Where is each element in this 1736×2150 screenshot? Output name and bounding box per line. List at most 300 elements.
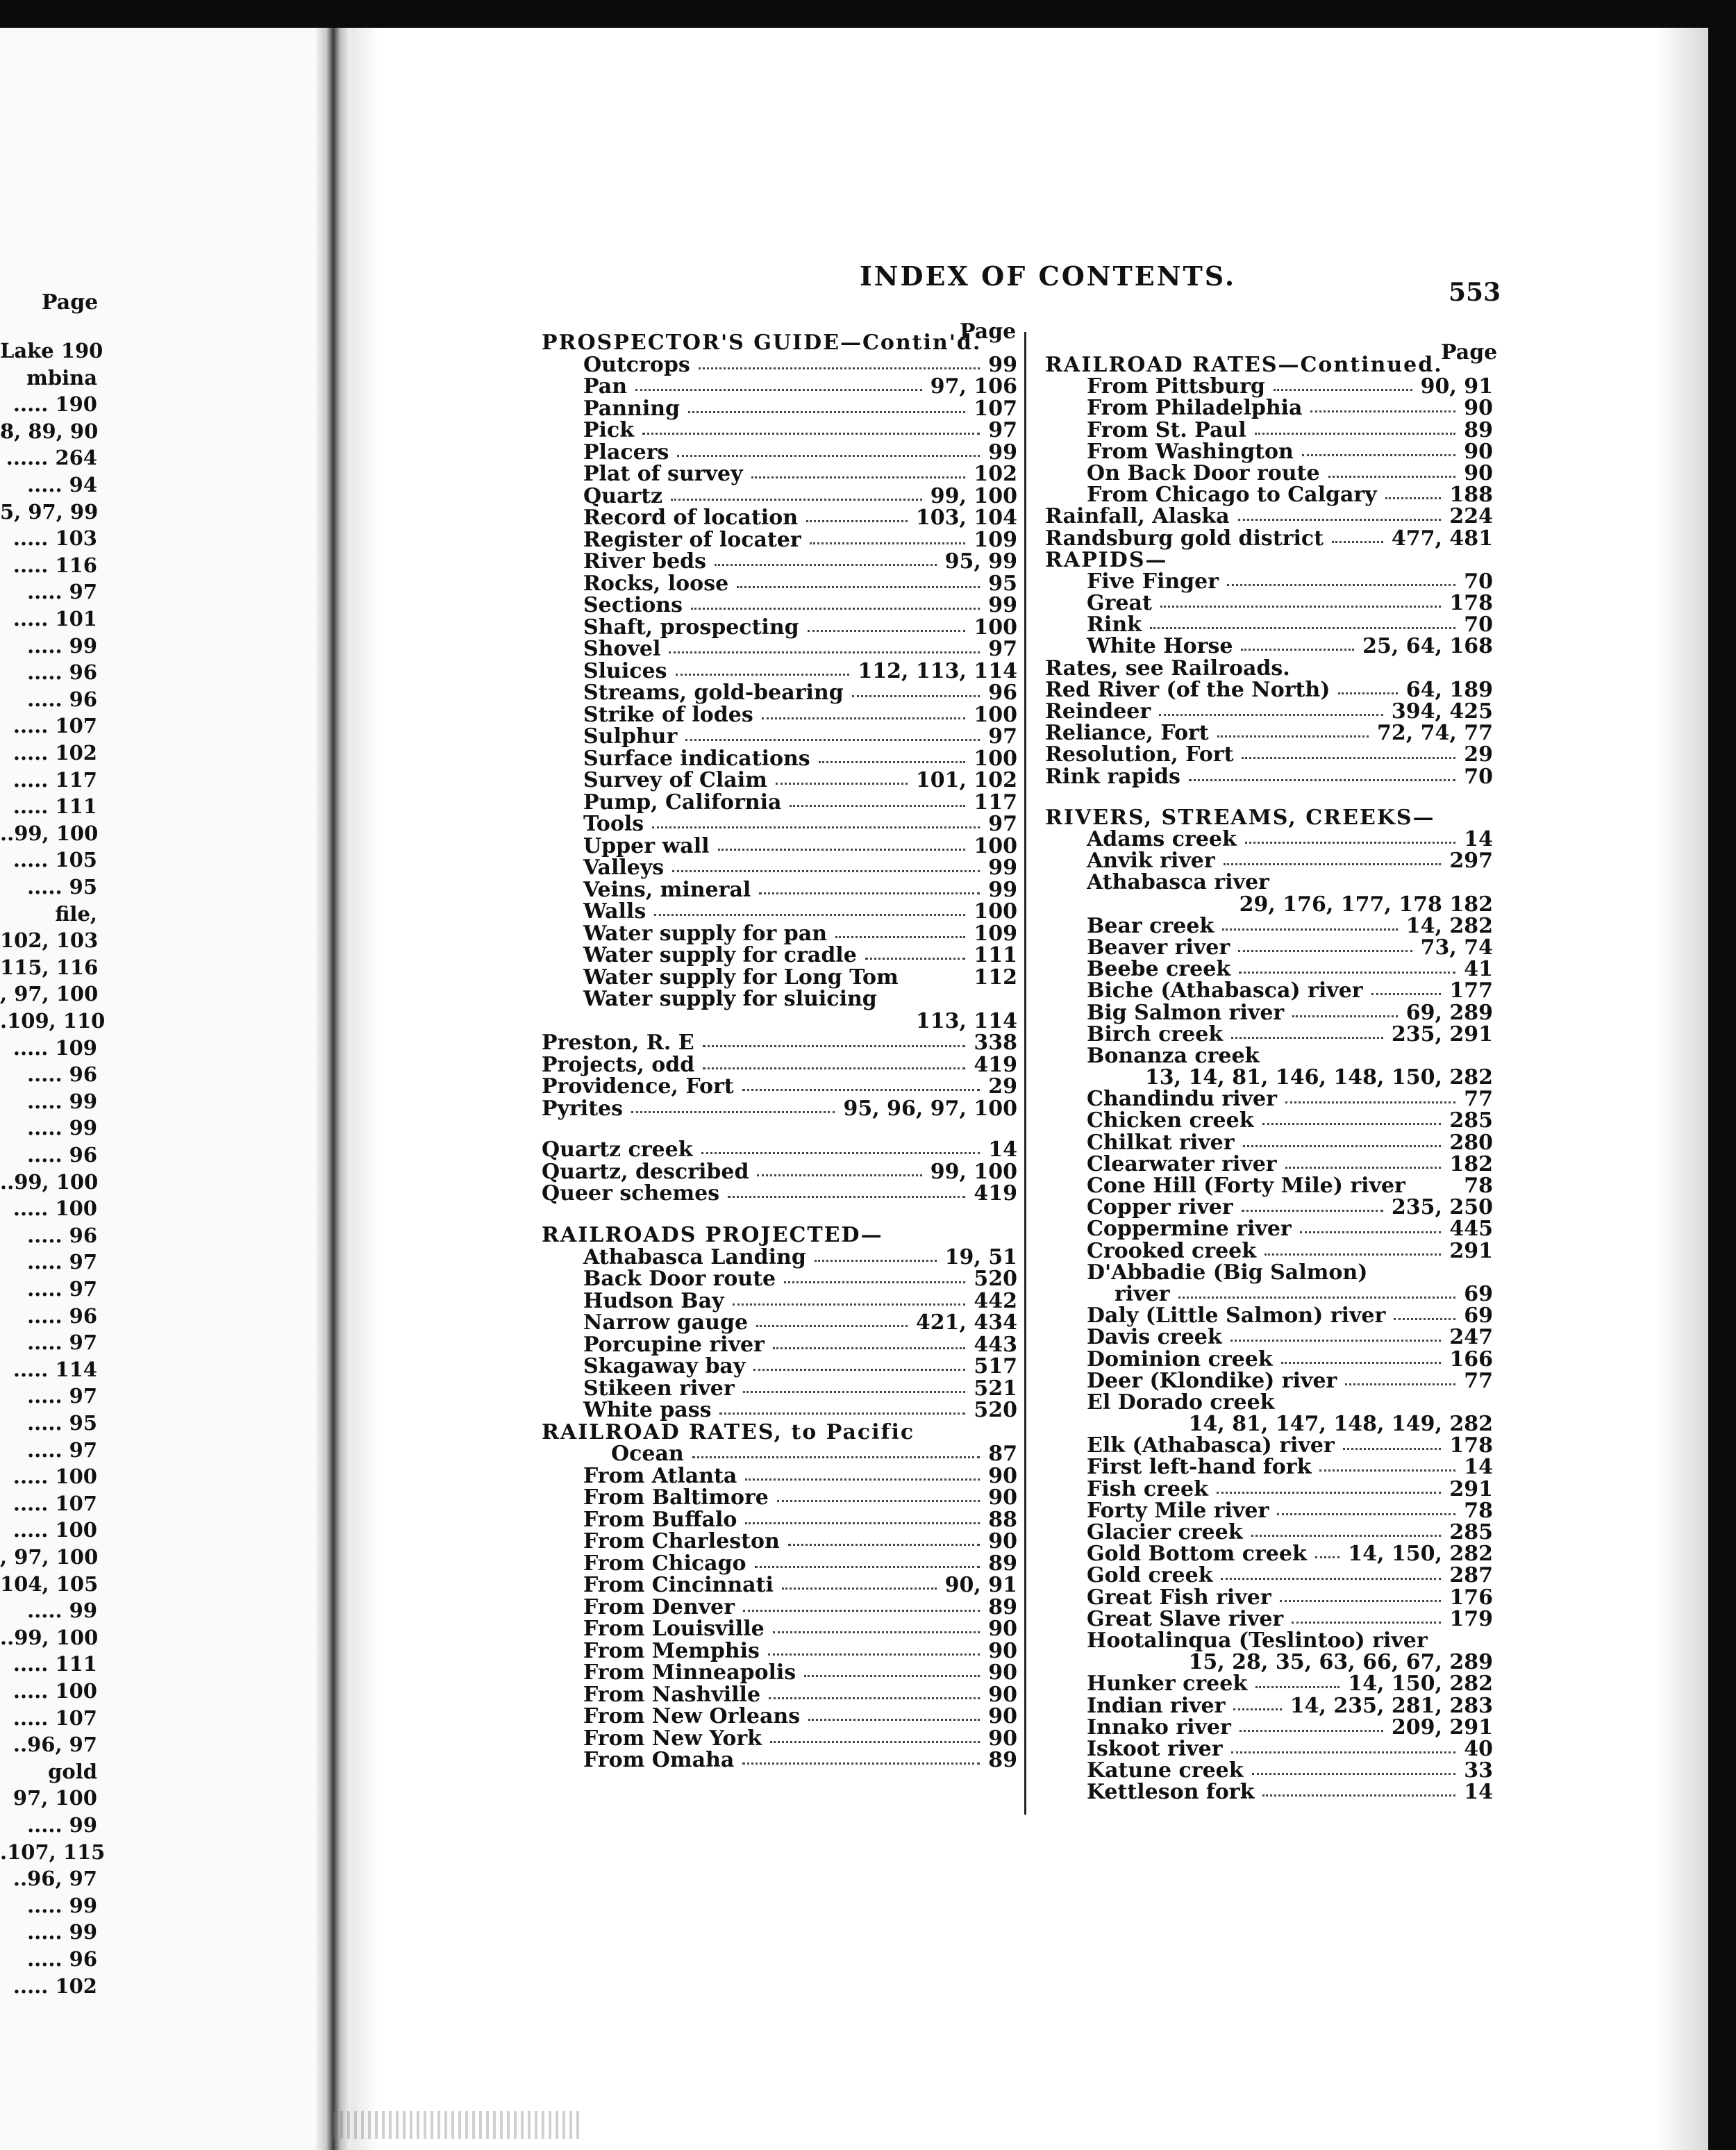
- index-entry: [542, 1618, 1017, 1640]
- entry-page-numbers: 419: [974, 1052, 1017, 1077]
- left-page-fragment: ..... 111: [12, 794, 97, 819]
- leader-dots: [773, 1334, 965, 1356]
- leader-dots: [757, 1161, 922, 1183]
- entry-page-numbers: 14, 282: [1405, 913, 1493, 938]
- index-entry: [542, 1531, 1017, 1553]
- leader-dots: [1285, 1153, 1441, 1175]
- entry-page-numbers: 29: [988, 1074, 1017, 1099]
- entry-page-numbers: 73, 74: [1420, 935, 1493, 960]
- entry-page-numbers: 14, 150, 282: [1348, 1672, 1493, 1697]
- left-page-fragment: ..... 101: [12, 607, 97, 631]
- left-page-fragment: ..... 100: [12, 1679, 97, 1703]
- leader-dots: [756, 1312, 908, 1333]
- leader-dots: [755, 1553, 980, 1574]
- entry-label: Pick: [583, 418, 635, 442]
- entry-label: From Nashville: [583, 1682, 761, 1707]
- leader-dots: [1178, 1283, 1455, 1305]
- index-entry: [542, 792, 1017, 814]
- leader-dots: [1217, 1478, 1441, 1500]
- left-page-fragment: 5, 97, 99: [0, 499, 99, 524]
- index-entry: [542, 944, 1017, 967]
- leader-dots: [672, 857, 980, 878]
- entry-label: El Dorado creek: [1087, 1390, 1275, 1415]
- index-entry: [542, 1098, 1017, 1120]
- leader-dots: [819, 748, 965, 769]
- entry-page-numbers: 89: [1464, 417, 1493, 442]
- entry-label: Tools: [583, 812, 644, 836]
- entry-label: From Baltimore: [583, 1485, 769, 1510]
- entry-page-numbers: 445: [1449, 1217, 1493, 1242]
- column-divider: [1024, 332, 1026, 1815]
- leader-dots: [1239, 958, 1455, 980]
- index-entry: [542, 398, 1017, 420]
- left-page-fragment: ..99, 100: [0, 1625, 99, 1649]
- index-entry: [542, 1010, 1017, 1033]
- index-entry: [542, 923, 1017, 945]
- entry-page-numbers: 419: [974, 1181, 1017, 1206]
- left-page-fragment: ..... 99: [27, 1893, 97, 1917]
- entry-label: Resolution, Fort: [1045, 742, 1234, 767]
- index-entry: [542, 1161, 1017, 1183]
- index-entry: [542, 1032, 1017, 1054]
- entry-label: Rink: [1087, 612, 1142, 638]
- entry-label: RIVERS, STREAMS, CREEKS—: [1045, 805, 1435, 830]
- index-entry: [1045, 1738, 1493, 1760]
- index-entry: [1045, 397, 1493, 419]
- index-entry: [1045, 1240, 1493, 1262]
- entry-label: Projects, odd: [542, 1052, 695, 1077]
- entry-page-numbers: 100: [974, 615, 1017, 640]
- leader-dots: [1221, 1565, 1441, 1586]
- index-entry: [1045, 1067, 1493, 1088]
- leader-dots: [784, 1268, 965, 1290]
- left-page-fragment: , 97, 100: [0, 982, 99, 1006]
- left-page-fragment: ..96, 97: [12, 1733, 97, 1757]
- entry-page-numbers: 70: [1464, 764, 1493, 789]
- entry-label: Beebe creek: [1087, 957, 1231, 982]
- leader-dots: [806, 507, 908, 528]
- entry-label: Kettleson fork: [1087, 1780, 1255, 1805]
- entry-label: From Memphis: [583, 1638, 760, 1663]
- entry-page-numbers: 15, 28, 35, 63, 66, 67, 289: [1188, 1650, 1493, 1675]
- left-page-fragment: ..... 102: [12, 741, 97, 765]
- leader-dots: [1231, 1024, 1383, 1045]
- leader-dots: [788, 1531, 980, 1552]
- entry-label: Athabasca Landing: [583, 1244, 806, 1269]
- index-entry: [1045, 1088, 1493, 1110]
- entry-page-numbers: 291: [1449, 1238, 1493, 1263]
- entry-label: Birch creek: [1087, 1022, 1224, 1047]
- index-entry: [1045, 462, 1493, 484]
- entry-page-numbers: 99, 100: [930, 483, 1017, 508]
- entry-page-numbers: 235, 291: [1391, 1022, 1493, 1047]
- entry-page-numbers: 14, 150, 282: [1348, 1542, 1493, 1567]
- index-entry: [542, 857, 1017, 879]
- index-entry: [542, 1312, 1017, 1334]
- left-page-fragment: ..... 100: [12, 1197, 97, 1221]
- entry-label: Providence, Fort: [542, 1074, 734, 1099]
- index-entry: [1045, 1392, 1493, 1413]
- entry-label: River beds: [583, 549, 707, 574]
- entry-page-numbers: 287: [1449, 1563, 1493, 1588]
- left-page-fragment: ..... 96: [27, 1062, 97, 1087]
- leader-dots: [1240, 1717, 1383, 1738]
- index-entry: [1045, 1543, 1493, 1565]
- left-page-fragment: 102, 103: [0, 928, 99, 953]
- leader-dots: [1245, 828, 1455, 850]
- entry-page-numbers: 520: [974, 1398, 1017, 1423]
- left-page-fragment: mbina: [26, 365, 97, 390]
- entry-page-numbers: 101, 102: [915, 768, 1017, 792]
- entry-label: Adams creek: [1087, 827, 1237, 852]
- leader-dots: [762, 704, 965, 726]
- leader-dots: [654, 901, 965, 922]
- index-entry: [542, 813, 1017, 835]
- left-page-fragment: ..... 100: [12, 1518, 97, 1542]
- entry-page-numbers: 90: [988, 1726, 1017, 1751]
- index-entry: [542, 638, 1017, 660]
- entry-label: Bonanza creek: [1087, 1043, 1260, 1068]
- leader-dots: [688, 398, 965, 419]
- leader-dots: [1227, 571, 1455, 592]
- entry-label: Crooked creek: [1087, 1238, 1257, 1263]
- entry-page-numbers: 297: [1449, 849, 1493, 874]
- index-entry: [1045, 419, 1493, 441]
- leader-dots: [742, 1749, 980, 1771]
- entry-page-numbers: 33: [1464, 1758, 1493, 1783]
- leader-dots: [1280, 1587, 1441, 1608]
- entry-page-numbers: 291: [1449, 1476, 1493, 1501]
- entry-label: From Cincinnati: [583, 1573, 774, 1598]
- index-entry: [542, 1076, 1017, 1098]
- entry-page-numbers: 96: [988, 681, 1017, 705]
- left-page-fragment: ..... 97: [27, 580, 97, 604]
- index-entry: [542, 769, 1017, 792]
- page-title: INDEX OF CONTENTS.: [860, 260, 1237, 292]
- index-entry: [1045, 1349, 1493, 1370]
- leader-dots: [671, 485, 922, 507]
- index-entry: [542, 748, 1017, 770]
- index-entry: [1045, 1435, 1493, 1456]
- entry-page-numbers: 117: [974, 790, 1017, 815]
- entry-page-numbers: 109: [974, 921, 1017, 946]
- entry-label: PROSPECTOR'S GUIDE—Contin'd.: [542, 331, 982, 355]
- index-entry: [1045, 850, 1493, 872]
- leader-dots: [1292, 1608, 1441, 1630]
- leader-dots: [635, 376, 922, 397]
- index-entry: [1045, 1305, 1493, 1326]
- entry-label: Forty Mile river: [1087, 1498, 1269, 1523]
- entry-label: Athabasca river: [1087, 870, 1269, 895]
- entry-page-numbers: 97: [988, 724, 1017, 749]
- entry-page-numbers: 176: [1449, 1585, 1493, 1610]
- entry-page-numbers: 100: [974, 746, 1017, 771]
- index-entry: [542, 879, 1017, 901]
- index-entry: [1045, 1132, 1493, 1153]
- leader-dots: [810, 529, 965, 551]
- left-page-fragment: ..... 97: [27, 1277, 97, 1301]
- entry-label: On Back Door route: [1087, 460, 1320, 485]
- entry-label: RAILROAD RATES, to Pacific: [542, 1419, 915, 1444]
- entry-page-numbers: 97, 106: [930, 374, 1017, 399]
- index-section-heading: [1045, 807, 1493, 828]
- entry-label: Water supply for cradle: [583, 943, 857, 967]
- index-entry: [1045, 744, 1493, 765]
- index-column-2: [1045, 354, 1493, 1803]
- index-entry: [542, 376, 1017, 398]
- left-page-fragment: ..... 97: [27, 1250, 97, 1274]
- index-entry: [542, 1334, 1017, 1356]
- index-entry: [542, 726, 1017, 748]
- entry-page-numbers: 29: [1464, 742, 1493, 767]
- entry-page-numbers: 40: [1464, 1736, 1493, 1761]
- blank-line: [542, 1119, 1017, 1139]
- entry-label: Back Door route: [583, 1267, 776, 1292]
- left-page-fragment: ..... 97: [27, 1384, 97, 1408]
- leader-dots: [1243, 1132, 1441, 1153]
- index-entry: [1045, 701, 1493, 722]
- entry-label: Water supply for Long Tom: [583, 965, 899, 990]
- leader-dots: [769, 1684, 980, 1706]
- leader-dots: [1150, 614, 1455, 635]
- left-page-fragment: ..... 96: [27, 687, 97, 711]
- leader-dots: [773, 1618, 980, 1640]
- entry-page-numbers: 70: [1464, 569, 1493, 594]
- entry-label: From Washington: [1087, 439, 1294, 464]
- leader-dots: [703, 1032, 965, 1053]
- entry-page-numbers: 14: [1464, 1780, 1493, 1805]
- index-entry: [542, 1356, 1017, 1378]
- left-page-fragment: file,: [55, 901, 97, 926]
- entry-label: Rates, see Railroads.: [1045, 656, 1290, 681]
- entry-page-numbers: 90: [988, 1638, 1017, 1663]
- entry-label: Iskoot river: [1087, 1736, 1223, 1761]
- left-page-fragment: ..... 107: [12, 714, 97, 738]
- leader-dots: [753, 1356, 965, 1377]
- index-entry: [1045, 1587, 1493, 1608]
- leader-dots: [728, 1183, 965, 1204]
- entry-page-numbers: 70: [1464, 612, 1493, 638]
- entry-label: Narrow gauge: [583, 1310, 749, 1335]
- index-entry: [1045, 1153, 1493, 1175]
- entry-label: Quartz creek: [542, 1138, 693, 1162]
- entry-label: Quartz: [583, 483, 663, 508]
- leader-dots: [1251, 1522, 1441, 1543]
- leader-dots: [1310, 397, 1455, 419]
- blank-line: [1045, 788, 1493, 807]
- index-section-heading: [1045, 549, 1493, 571]
- leader-dots: [1189, 766, 1455, 788]
- entry-page-numbers: 89: [988, 1594, 1017, 1619]
- entry-page-numbers: 178: [1449, 1433, 1493, 1458]
- entry-label: Panning: [583, 396, 680, 421]
- entry-label: Gold Bottom creek: [1087, 1542, 1307, 1567]
- entry-label: Katune creek: [1087, 1758, 1244, 1783]
- scan-smudge: [333, 2111, 583, 2139]
- page-number: 553: [1449, 278, 1501, 307]
- entry-page-numbers: 99: [988, 593, 1017, 617]
- left-page-fragment: ..... 109: [12, 1035, 97, 1060]
- index-entry: [1045, 506, 1493, 527]
- entry-page-numbers: 64, 189: [1405, 677, 1493, 702]
- index-entry: [1045, 1110, 1493, 1131]
- left-page-fragment: ..... 96: [27, 1303, 97, 1328]
- left-page-fragment: Lake 190: [0, 339, 103, 362]
- entry-page-numbers: 99: [988, 352, 1017, 377]
- index-entry: [1045, 658, 1493, 679]
- entry-label: Veins, mineral: [583, 877, 751, 902]
- leader-dots: [782, 1574, 937, 1596]
- index-entry: [1045, 679, 1493, 701]
- leader-dots: [1252, 1760, 1455, 1781]
- entry-label: Pump, California: [583, 790, 782, 815]
- left-page-fragment: ..... 114: [12, 1357, 97, 1381]
- entry-page-numbers: 209, 291: [1391, 1715, 1493, 1740]
- left-page-fragment: ..... 96: [27, 1143, 97, 1167]
- entry-label: Record of location: [583, 506, 799, 530]
- index-section-heading: [1045, 354, 1493, 376]
- left-page-fragment: ..... 107: [12, 1491, 97, 1515]
- entry-label: Cone Hill (Forty Mile) river: [1087, 1174, 1405, 1199]
- entry-page-numbers: 224: [1449, 504, 1493, 529]
- index-entry: [542, 1139, 1017, 1161]
- left-page-fragment: , 97, 100: [0, 1545, 99, 1569]
- entry-page-numbers: 177: [1449, 978, 1493, 1003]
- leader-dots: [1285, 1088, 1455, 1110]
- scan-border-top: [0, 0, 1736, 28]
- entry-page-numbers: 97: [988, 637, 1017, 661]
- index-entry: [1045, 1781, 1493, 1803]
- leader-dots: [642, 419, 980, 441]
- index-section-heading: [542, 1419, 1017, 1444]
- entry-label: Water supply for sluicing: [583, 987, 877, 1011]
- entry-label: Porcupine river: [583, 1332, 765, 1357]
- index-entry: [1045, 1522, 1493, 1543]
- entry-page-numbers: 442: [974, 1288, 1017, 1313]
- index-entry: [1045, 894, 1493, 915]
- entry-label: From Minneapolis: [583, 1660, 796, 1685]
- entry-page-numbers: 14, 81, 147, 148, 149, 282: [1188, 1412, 1493, 1437]
- leader-dots: [777, 1487, 980, 1508]
- left-page-fragment: ..... 100: [12, 1465, 97, 1489]
- index-entry: [542, 1728, 1017, 1750]
- index-entry: [542, 1183, 1017, 1205]
- left-page-fragment: 97, 100: [12, 1786, 97, 1810]
- leader-dots: [743, 1597, 980, 1618]
- entry-page-numbers: 235, 250: [1391, 1195, 1493, 1220]
- index-entry: [1045, 1045, 1493, 1067]
- index-entry: [1045, 722, 1493, 744]
- index-entry: [1045, 1695, 1493, 1717]
- left-page-fragment: ..... 105: [12, 848, 97, 872]
- leader-dots: [718, 835, 965, 857]
- entry-page-numbers: 14: [988, 1138, 1017, 1162]
- index-entry: [542, 1594, 1017, 1619]
- entry-page-numbers: 99: [988, 856, 1017, 880]
- leader-dots: [1242, 1197, 1383, 1218]
- entry-label: Preston, R. E: [542, 1031, 694, 1055]
- index-entry: [1045, 958, 1493, 980]
- entry-page-numbers: 90: [1464, 460, 1493, 485]
- entry-label: Plat of survey: [583, 462, 743, 486]
- entry-page-numbers: 69: [1464, 1303, 1493, 1328]
- entry-page-numbers: 14: [1464, 1455, 1493, 1480]
- entry-page-numbers: 179: [1449, 1606, 1493, 1631]
- left-page-fragment: ..... 94: [27, 473, 97, 497]
- entry-label: Surface indications: [583, 746, 810, 771]
- index-entry: [542, 1443, 1017, 1465]
- left-page-fragment: ..... 97: [27, 1438, 97, 1462]
- leader-dots: [1255, 419, 1455, 441]
- entry-page-numbers: 102: [974, 462, 1017, 486]
- entry-label: White Horse: [1087, 634, 1233, 659]
- entry-page-numbers: 100: [974, 899, 1017, 924]
- entry-label: Rocks, loose: [583, 571, 729, 596]
- index-entry: [542, 1487, 1017, 1509]
- index-entry: [1045, 571, 1493, 592]
- leader-dots: [745, 1509, 980, 1531]
- entry-page-numbers: 188: [1449, 483, 1493, 508]
- leader-dots: [835, 923, 965, 944]
- entry-label: From Atlanta: [583, 1463, 737, 1488]
- left-page-fragment: ..... 96: [27, 1223, 97, 1247]
- index-entry: [542, 1640, 1017, 1662]
- leader-dots: [1233, 1695, 1282, 1717]
- entry-page-numbers: 13, 14, 81, 146, 148, 150, 282: [1144, 1065, 1493, 1090]
- index-entry: [1045, 1218, 1493, 1240]
- index-entry: [1045, 1717, 1493, 1738]
- leader-dots: [1159, 701, 1383, 722]
- entry-label: Coppermine river: [1087, 1217, 1292, 1242]
- left-page-fragment: ..... 99: [27, 1116, 97, 1140]
- entry-label: Chilkat river: [1087, 1130, 1235, 1155]
- index-entry: [1045, 980, 1493, 1001]
- leader-dots: [1238, 506, 1441, 527]
- entry-label: Register of locater: [583, 527, 801, 552]
- entry-label: Great Slave river: [1087, 1606, 1284, 1631]
- entry-page-numbers: 112, 113, 114: [858, 658, 1017, 683]
- leader-dots: [1262, 1110, 1441, 1131]
- entry-page-numbers: 87: [988, 1442, 1017, 1467]
- index-entry: [542, 1378, 1017, 1400]
- index-entry: [1045, 1608, 1493, 1630]
- entry-label: Walls: [583, 899, 646, 924]
- index-entry: [1045, 1478, 1493, 1500]
- entry-label: Hootalinqua (Teslintoo) river: [1087, 1628, 1428, 1653]
- leader-dots: [1300, 1218, 1441, 1240]
- index-entry: [542, 551, 1017, 573]
- entry-page-numbers: 95: [988, 571, 1017, 596]
- index-entry: [542, 1290, 1017, 1312]
- index-entry: [1045, 872, 1493, 893]
- index-entry: [542, 967, 1017, 989]
- left-page-fragment: ..... 99: [27, 633, 97, 658]
- leader-dots: [1394, 1305, 1455, 1326]
- leader-dots: [733, 1290, 965, 1312]
- index-entry: [1045, 828, 1493, 850]
- entry-page-numbers: 89: [988, 1748, 1017, 1773]
- index-entry: [542, 442, 1017, 464]
- index-entry: [542, 1268, 1017, 1290]
- index-entry: [542, 1574, 1017, 1597]
- index-entry: [1045, 1456, 1493, 1478]
- entry-label: Upper wall: [583, 833, 710, 858]
- entry-label: Shaft, prospecting: [583, 615, 799, 640]
- left-page-fragment: ..... 99: [27, 1599, 97, 1623]
- index-entry: [542, 1509, 1017, 1531]
- leader-dots: [1332, 528, 1383, 549]
- index-entry: [1045, 528, 1493, 549]
